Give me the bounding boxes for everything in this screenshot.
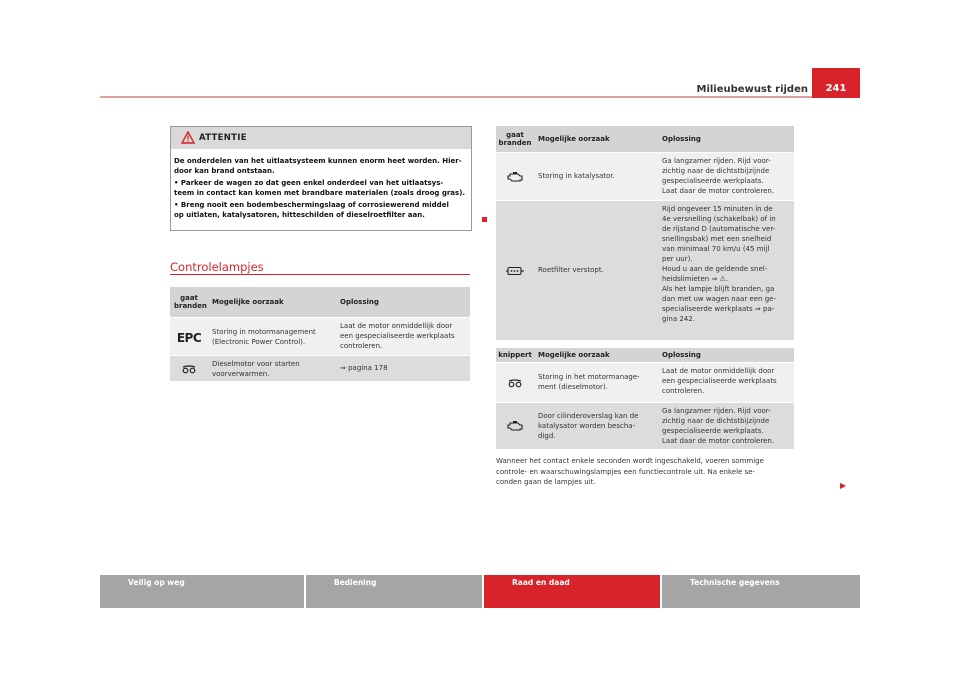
solution-line: controleren.	[662, 386, 705, 395]
solution-line: Laat de motor onmiddellijk door	[340, 321, 453, 330]
solution-line: Laat daar de motor controleren.	[662, 186, 775, 195]
table-row	[496, 402, 794, 449]
solution-line: gespecialiseerde werkplaats.	[662, 176, 764, 185]
indicator-table-right-top	[496, 126, 794, 341]
page-header-title: Milieubewust rijden	[696, 84, 808, 95]
solution-cell	[656, 200, 794, 340]
nav-tab-technische-gegevens[interactable]	[662, 575, 860, 608]
solution-line: zichtig naar de dichtstbijzijnde	[662, 416, 770, 425]
page-reference-link[interactable]: ⇒ pagina 178	[340, 363, 388, 372]
nav-tab-label: Technische gegevens	[690, 578, 780, 587]
cause-cell	[534, 152, 656, 200]
table-row	[170, 355, 470, 381]
col-header-lights	[496, 126, 534, 152]
nav-tab-label: Raad en daad	[512, 578, 570, 587]
engine-icon	[507, 420, 523, 431]
nav-tab-bediening[interactable]	[306, 575, 482, 608]
solution-line: Rijd ongeveer 15 minuten in de	[662, 204, 773, 213]
warning-line: door kan brand ontstaan.	[174, 167, 275, 175]
col-header-cause: Mogelijke oorzaak	[534, 348, 656, 362]
info-paragraph	[496, 456, 794, 488]
solution-line: Laat de motor onmiddellijk door	[662, 366, 775, 375]
table-row	[496, 152, 794, 200]
solution-line: 4e versnelling (schakelbak) of in	[662, 214, 776, 223]
glow-plug-icon	[181, 365, 197, 374]
warning-line: De onderdelen van het uitlaatsysteem kunnen enorm heet worden. Hier-	[174, 157, 462, 165]
col-header-lights	[170, 287, 208, 317]
solution-line: specialiseerde werkplaats ⇒ pa-	[662, 304, 775, 313]
paragraph-line: Wanneer het contact enkele seconden wordt ingeschakeld, voeren sommige	[496, 457, 764, 465]
solution-line: zichtig naar de dichtstbijzijnde	[662, 166, 770, 175]
col-header-cause: Mogelijke oorzaak	[534, 126, 656, 152]
warning-line: • Breng nooit een bodembeschermingslaag of corrosiewerend middel	[174, 201, 449, 209]
diesel-filter-icon	[506, 266, 524, 276]
cause-line: ment (dieselmotor).	[538, 382, 608, 391]
solution-line: een gespecialiseerde werkplaats	[340, 331, 455, 340]
solution-line: de rijstand D (automatische ver-	[662, 224, 776, 233]
table-row	[170, 317, 470, 355]
cause-line: voorverwarmen.	[212, 369, 270, 378]
solution-line: Ga langzamer rijden. Rijd voor-	[662, 156, 771, 165]
col-header-solution: Oplossing	[336, 287, 470, 317]
solution-line: heidslimieten ⇒ ⚠.	[662, 274, 729, 283]
col-header-cause: Mogelijke oorzaak	[208, 287, 336, 317]
cause-cell	[534, 200, 656, 340]
warning-header	[171, 127, 471, 149]
solution-cell	[656, 402, 794, 449]
warning-triangle-icon	[181, 131, 195, 144]
table-row	[496, 362, 794, 402]
indicator-table-right-bottom	[496, 348, 794, 450]
col-header-flashes: knippert	[496, 348, 534, 362]
chapter-nav	[100, 575, 860, 608]
cause-line: Dieselmotor voor starten	[212, 359, 300, 368]
paragraph-line: conden gaan de lampjes uit.	[496, 478, 596, 486]
continue-arrow-icon: ▶	[840, 481, 847, 490]
solution-line: gina 242.	[662, 314, 695, 323]
page-number: 241	[812, 68, 860, 98]
solution-cell	[656, 362, 794, 402]
cause-line: Door cilinderoverslag kan de	[538, 411, 639, 420]
solution-line: Ga langzamer rijden. Rijd voor-	[662, 406, 771, 415]
warning-line: • Parkeer de wagen zo dat geen enkel onderdeel van het uitlaatsys-	[174, 179, 444, 187]
col-header-solution: Oplossing	[656, 126, 794, 152]
cause-cell	[208, 317, 336, 355]
glow-plug-icon	[507, 379, 523, 388]
cause-line: Storing in katalysator.	[538, 172, 615, 180]
indicator-table-left	[170, 287, 470, 382]
solution-line: een gespecialiseerde werkplaats	[662, 376, 777, 385]
nav-tab-label: Veilig op weg	[128, 578, 185, 587]
cause-line: Storing in het motormanage-	[538, 372, 640, 381]
section-title: Controlelampjes	[170, 260, 264, 274]
epc-icon: EPC	[170, 317, 208, 355]
section-rule	[170, 274, 470, 275]
solution-cell	[336, 317, 470, 355]
table-row	[496, 200, 794, 340]
solution-line: van minimaal 70 km/u (45 mijl	[662, 244, 770, 253]
cause-line: Roetfilter verstopt.	[538, 266, 604, 274]
section-end-marker	[482, 217, 487, 222]
cause-cell	[534, 362, 656, 402]
col-header-lights-text: gaat branden	[498, 130, 532, 147]
solution-line: dan met uw wagen naar een ge-	[662, 294, 776, 303]
header-rule	[100, 96, 860, 98]
solution-cell	[656, 152, 794, 200]
engine-icon	[507, 171, 523, 182]
warning-box	[170, 126, 472, 231]
solution-line: Laat daar de motor controleren.	[662, 436, 775, 445]
col-header-lights-text: gaat branden	[174, 293, 207, 310]
nav-tab-raad-en-daad[interactable]	[484, 575, 660, 608]
solution-cell	[336, 355, 470, 381]
solution-line: per uur).	[662, 254, 693, 263]
cause-line: digd.	[538, 431, 556, 440]
warning-title: ATTENTIE	[199, 133, 247, 143]
cause-cell	[534, 402, 656, 449]
paragraph-line: controle- en waarschuwingslampjes een functiecontrole uit. Na enkele se-	[496, 467, 756, 476]
solution-line: gespecialiseerde werkplaats.	[662, 426, 764, 435]
cause-line: katalysator worden bescha-	[538, 421, 636, 430]
warning-line: teem in contact kan komen met brandbare materialen (zoals droog gras).	[174, 189, 466, 197]
nav-tab-veilig-op-weg[interactable]	[100, 575, 304, 608]
solution-line: snellingsbak) met een snelheid	[662, 234, 772, 243]
cause-line: (Electronic Power Control).	[212, 337, 306, 346]
nav-tab-label: Bediening	[334, 578, 377, 587]
cause-line: Storing in motormanagement	[212, 327, 316, 336]
solution-line: Als het lampje blijft branden, ga	[662, 284, 775, 293]
solution-line: controleren.	[340, 341, 383, 350]
col-header-solution: Oplossing	[656, 348, 794, 362]
solution-line: Houd u aan de geldende snel-	[662, 264, 768, 273]
cause-cell	[208, 355, 336, 381]
warning-line: op uitlaten, katalysatoren, hitteschilden of dieselroetfilter aan.	[174, 211, 425, 219]
